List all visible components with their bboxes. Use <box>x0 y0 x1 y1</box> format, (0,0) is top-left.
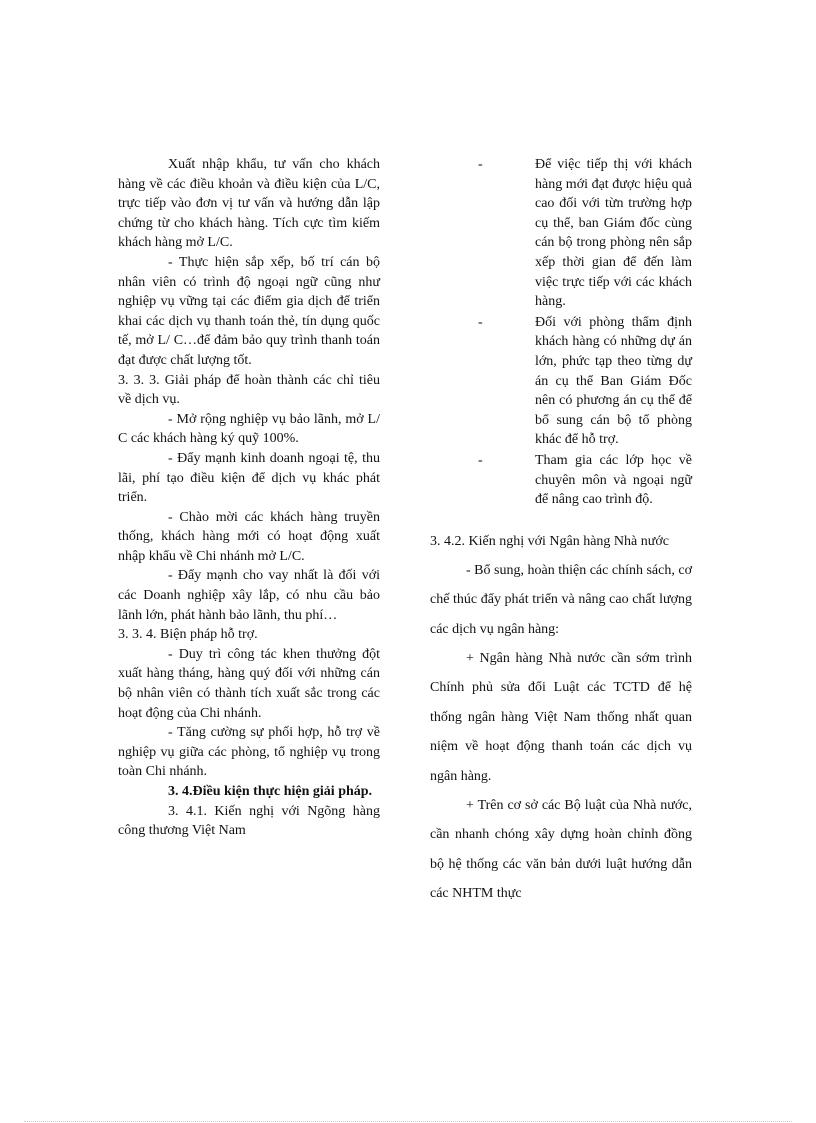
right-text-column <box>430 155 692 909</box>
bullet-item <box>430 451 692 510</box>
bullet-item <box>430 313 692 450</box>
left-text-column <box>118 155 380 841</box>
paragraph: - Đẩy mạnh cho vay nhất là đối với các Doanh nghiệp xây lắp, có nhu cầu bảo lãnh lớn, phát hành bảo lãnh, thu phí… <box>118 568 380 623</box>
bullet-marker: - <box>478 314 483 330</box>
paragraph: - Tăng cường sự phối hợp, hỗ trợ về nghiệp vụ giữa các phòng, tổ nghiệp vụ trong toàn Chi nhánh. <box>118 725 380 780</box>
section-heading-bold: 3. 4.Điều kiện thực hiện giải pháp. <box>168 784 373 799</box>
paragraph: - Thực hiện sắp xếp, bố trí cán bộ nhân viên có trình độ ngoại ngữ cũng như nghiệp vụ vững tại các điểm gia dịch để triển khai các dịch vụ thanh toán thẻ, tín dụng quốc tế, mở L/ C…để đảm bảo quy trình thanh toán đạt được chất lượng tốt. <box>118 254 380 368</box>
bullet-text: Tham gia các lớp học về chuyên môn và ngoại ngữ để nâng cao trình độ. <box>535 452 692 508</box>
bullet-text: Để việc tiếp thị với khách hàng mới đạt được hiệu quả cao đối với từn trường hợp cụ thể, ban Giám đốc cùng cán bộ trong phòng nên sắp xếp thời gian để đến làm việc trực tiếp với các khách hàng. <box>535 157 692 310</box>
bullet-marker: - <box>478 157 483 172</box>
bullet-text: Đối với phòng thẩm định khách hàng có những dự án lớn, phức tạp theo từng dự án cụ thể Ban Giám Đốc nên có phương án cụ thể để bổ sung cán bộ tổ phòng khác để hỗ trợ. <box>535 314 692 448</box>
section-heading: 3. 4.2. Kiến nghị với Ngân hàng Nhà nước <box>430 533 669 549</box>
section-heading: 3. 3. 3. Giải pháp để hoàn thành các chỉ tiêu về dịch vụ. <box>118 372 380 408</box>
paragraph: + Ngân hàng Nhà nước cần sớm trình Chính phủ sửa đổi Luật các TCTD để hệ thống ngân hàng Việt Nam thống nhất quan niệm về hoạt động thanh toán các dịch vụ ngân hàng. <box>430 650 692 784</box>
bullet-marker: - <box>478 452 483 468</box>
paragraph: Xuất nhập khẩu, tư vấn cho khách hàng về các điều khoản và điều kiện của L/C, trực tiếp vào đơn vị tư vấn và hướng dẫn lập chứng từ cho khách hàng. Tích cực tìm kiếm khách hàng mở L/C. <box>118 157 380 251</box>
paragraph: - Đẩy mạnh kinh doanh ngoại tệ, thu lãi, phí tạo điều kiện để dịch vụ khác phát triển. <box>118 450 380 506</box>
page-bottom-divider <box>24 1121 792 1122</box>
section-heading: 3. 3. 4. Biện pháp hỗ trợ. <box>118 627 258 643</box>
paragraph: - Duy trì công tác khen thưởng đột xuất hàng tháng, hàng quý đối với những cán bộ nhân viên có thành tích xuất sắc trong các hoạt động của Chi nhánh. <box>118 646 380 721</box>
paragraph: 3. 4.1. Kiến nghị với Ngõng hàng công thương Việt Nam <box>118 803 380 839</box>
paragraph: - Mở rộng nghiệp vụ bảo lãnh, mở L/ C các khách hàng ký quỹ 100%. <box>118 411 380 447</box>
paragraph: + Trên cơ sở các Bộ luật của Nhà nước, cần nhanh chóng xây dựng hoàn chỉnh đồng bộ hệ thống các văn bản dưới luật hướng dẫn các NHTM thực <box>430 797 692 902</box>
paragraph: - Bổ sung, hoàn thiện các chính sách, cơ chế thúc đẩy phát triển và nâng cao chất lượng các dịch vụ ngân hàng: <box>430 562 692 637</box>
paragraph: - Chào mời các khách hàng truyền thống, khách hàng mới có hoạt động xuất nhập khẩu về Chi nhánh mở L/C. <box>118 509 380 564</box>
bullet-item <box>430 155 692 312</box>
